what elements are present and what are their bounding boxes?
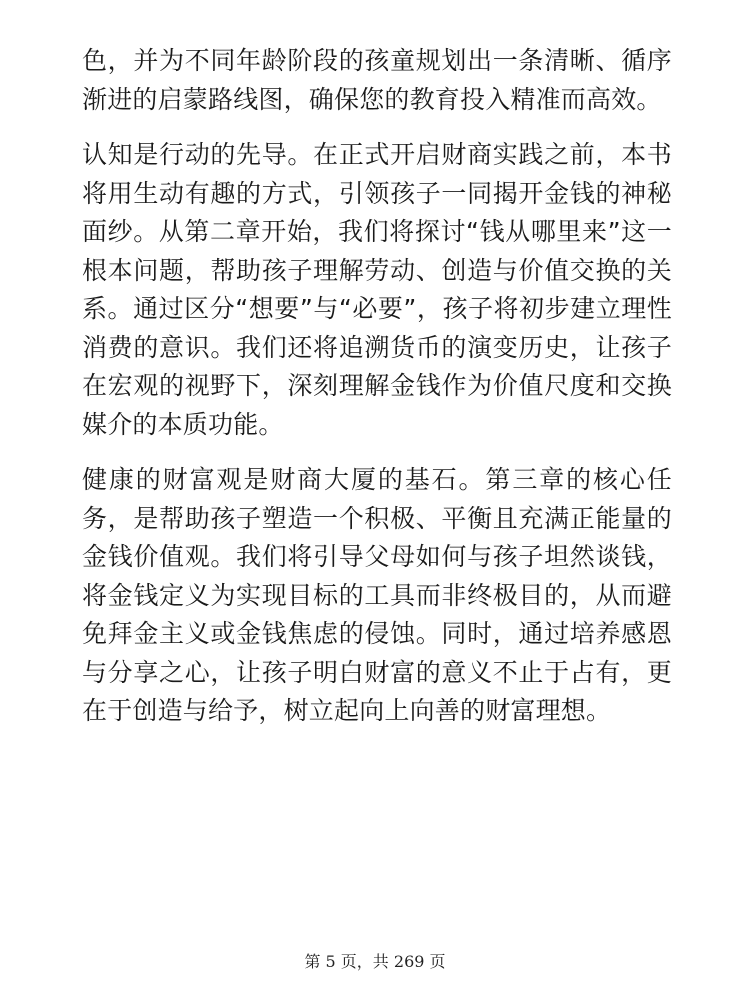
paragraph-1: 色，并为不同年龄阶段的孩童规划出一条清晰、循序渐进的启蒙路线图，确保您的教育投入精准而高效。 <box>82 46 672 114</box>
paragraph-2: 认知是行动的先导。在正式开启财商实践之前，本书将用生动有趣的方式，引领孩子一同揭开金钱的神秘面纱。从第二章开始，我们将探讨“钱从哪里来”这一根本问题，帮助孩子理解劳动、创造与价值交换的关系。通过区分“想要”与“必要”，孩子将初步建立理性消费的意识。我们还将追溯货币的演变历史，让孩子在宏观的视野下，深刻理解金钱作为价值尺度和交换媒介的本质功能。 <box>82 140 672 439</box>
paragraph-3: 健康的财富观是财商大厦的基石。第三章的核心任务，是帮助孩子塑造一个积极、平衡且充满正能量的金钱价值观。我们将引导父母如何与孩子坦然谈钱，将金钱定义为实现目标的工具而非终极目的，从而避免拜金主义或金钱焦虑的侵蚀。同时，通过培养感恩与分享之心，让孩子明白财富的意义不止于占有，更在于创造与给予，树立起向上向善的财富理想。 <box>82 465 672 725</box>
page-number-footer: 第 5 页，共 269 页 <box>304 952 446 971</box>
text-body <box>82 42 672 748</box>
